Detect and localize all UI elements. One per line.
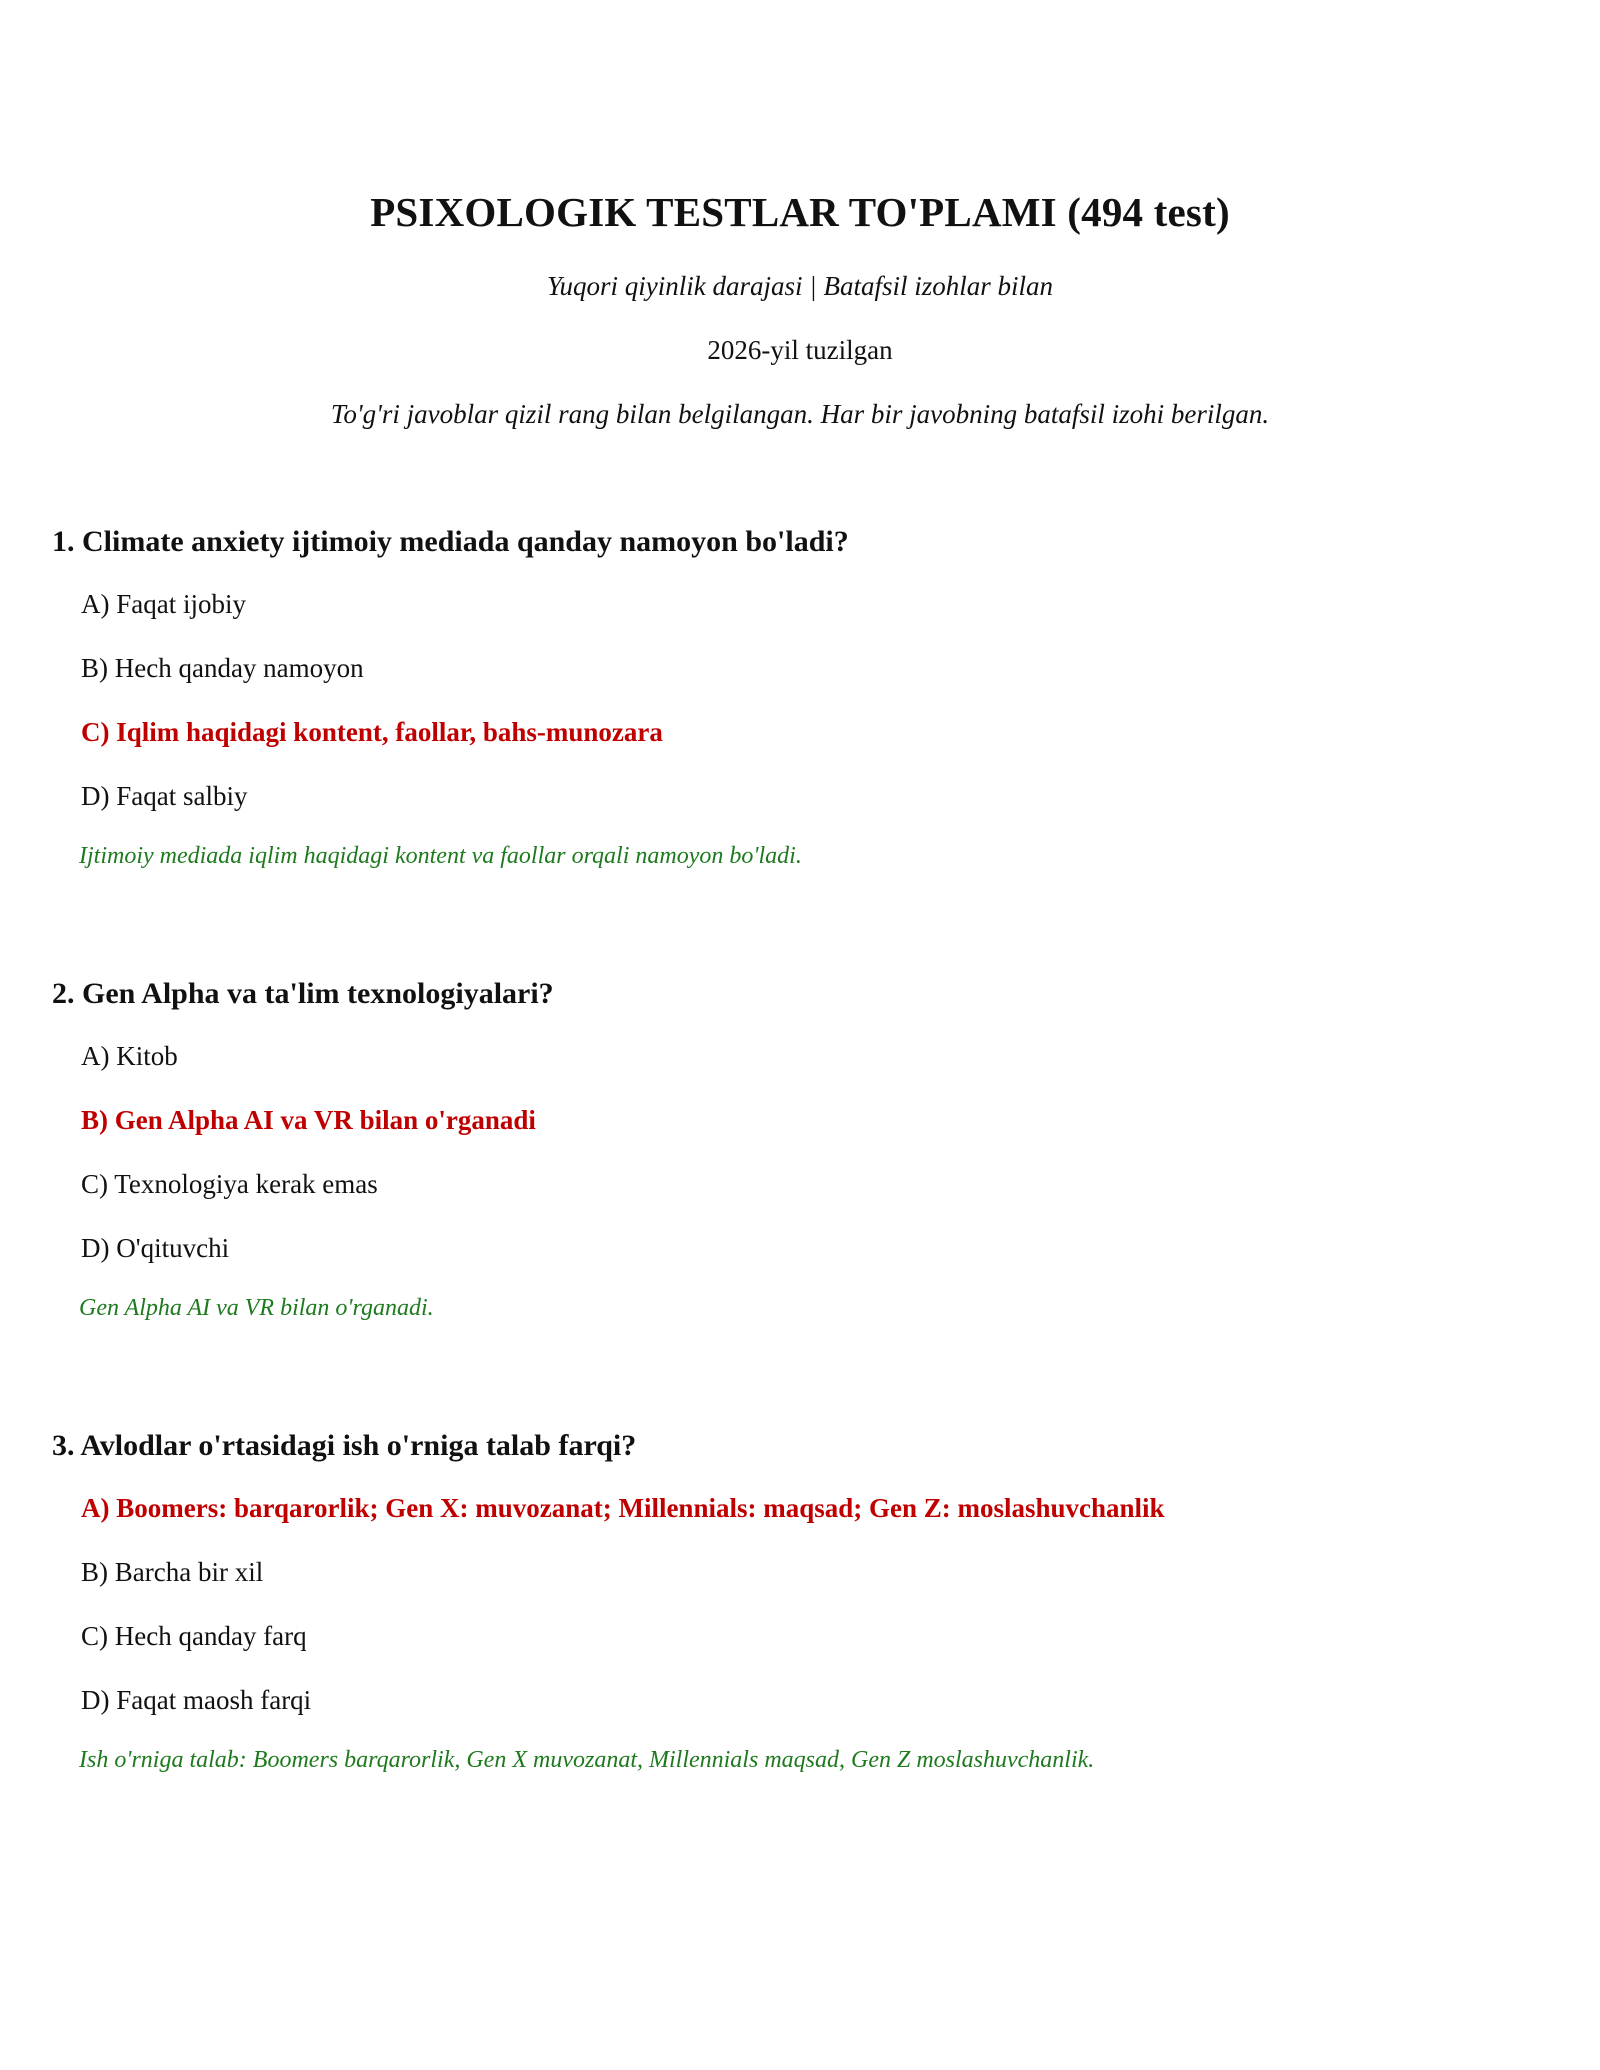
question-text: 3. Avlodlar o'rtasidagi ish o'rniga talab farqi?	[52, 1429, 637, 1462]
question-3	[52, 1426, 1552, 1776]
option-c: C) Hech qanday farq	[81, 1621, 307, 1651]
document-note: To'g'ri javoblar qizil rang bilan belgilangan. Har bir javobning batafsil izohi berilgan.	[330, 399, 1270, 429]
question-text: 1. Climate anxiety ijtimoiy mediada qanday namoyon bo'ladi?	[52, 525, 849, 558]
option-d: D) O'qituvchi	[81, 1233, 230, 1263]
option-a: A) Faqat ijobiy	[81, 589, 246, 619]
explanation: Ijtimoiy mediada iqlim haqidagi kontent va faollar orqali namoyon bo'ladi.	[79, 843, 802, 869]
option-a-correct: A) Boomers: barqarorlik; Gen X: muvozanat; Millennials: maqsad; Gen Z: moslashuvchanlik	[81, 1493, 1165, 1523]
document-subtitle: Yuqori qiyinlik darajasi | Batafsil izohlar bilan	[547, 271, 1053, 301]
option-b: B) Barcha bir xil	[81, 1557, 264, 1587]
option-b-correct: B) Gen Alpha AI va VR bilan o'rganadi	[81, 1105, 536, 1135]
option-a: A) Kitob	[81, 1041, 178, 1071]
option-d: D) Faqat maosh farqi	[81, 1685, 312, 1715]
question-2	[52, 974, 1552, 1324]
question-1	[52, 522, 1552, 872]
document-year: 2026-yil tuzilgan	[707, 335, 893, 365]
question-text: 2. Gen Alpha va ta'lim texnologiyalari?	[52, 977, 554, 1010]
option-c: C) Texnologiya kerak emas	[81, 1169, 378, 1199]
option-c-correct: C) Iqlim haqidagi kontent, faollar, bahs-munozara	[81, 717, 663, 747]
explanation: Gen Alpha AI va VR bilan o'rganadi.	[79, 1295, 434, 1321]
option-b: B) Hech qanday namoyon	[81, 653, 364, 683]
document-title: PSIXOLOGIK TESTLAR TO'PLAMI (494 test)	[370, 189, 1230, 235]
explanation: Ish o'rniga talab: Boomers barqarorlik, Gen X muvozanat, Millennials maqsad, Gen Z moslashuvchanlik.	[79, 1747, 1095, 1773]
option-d: D) Faqat salbiy	[81, 781, 248, 811]
